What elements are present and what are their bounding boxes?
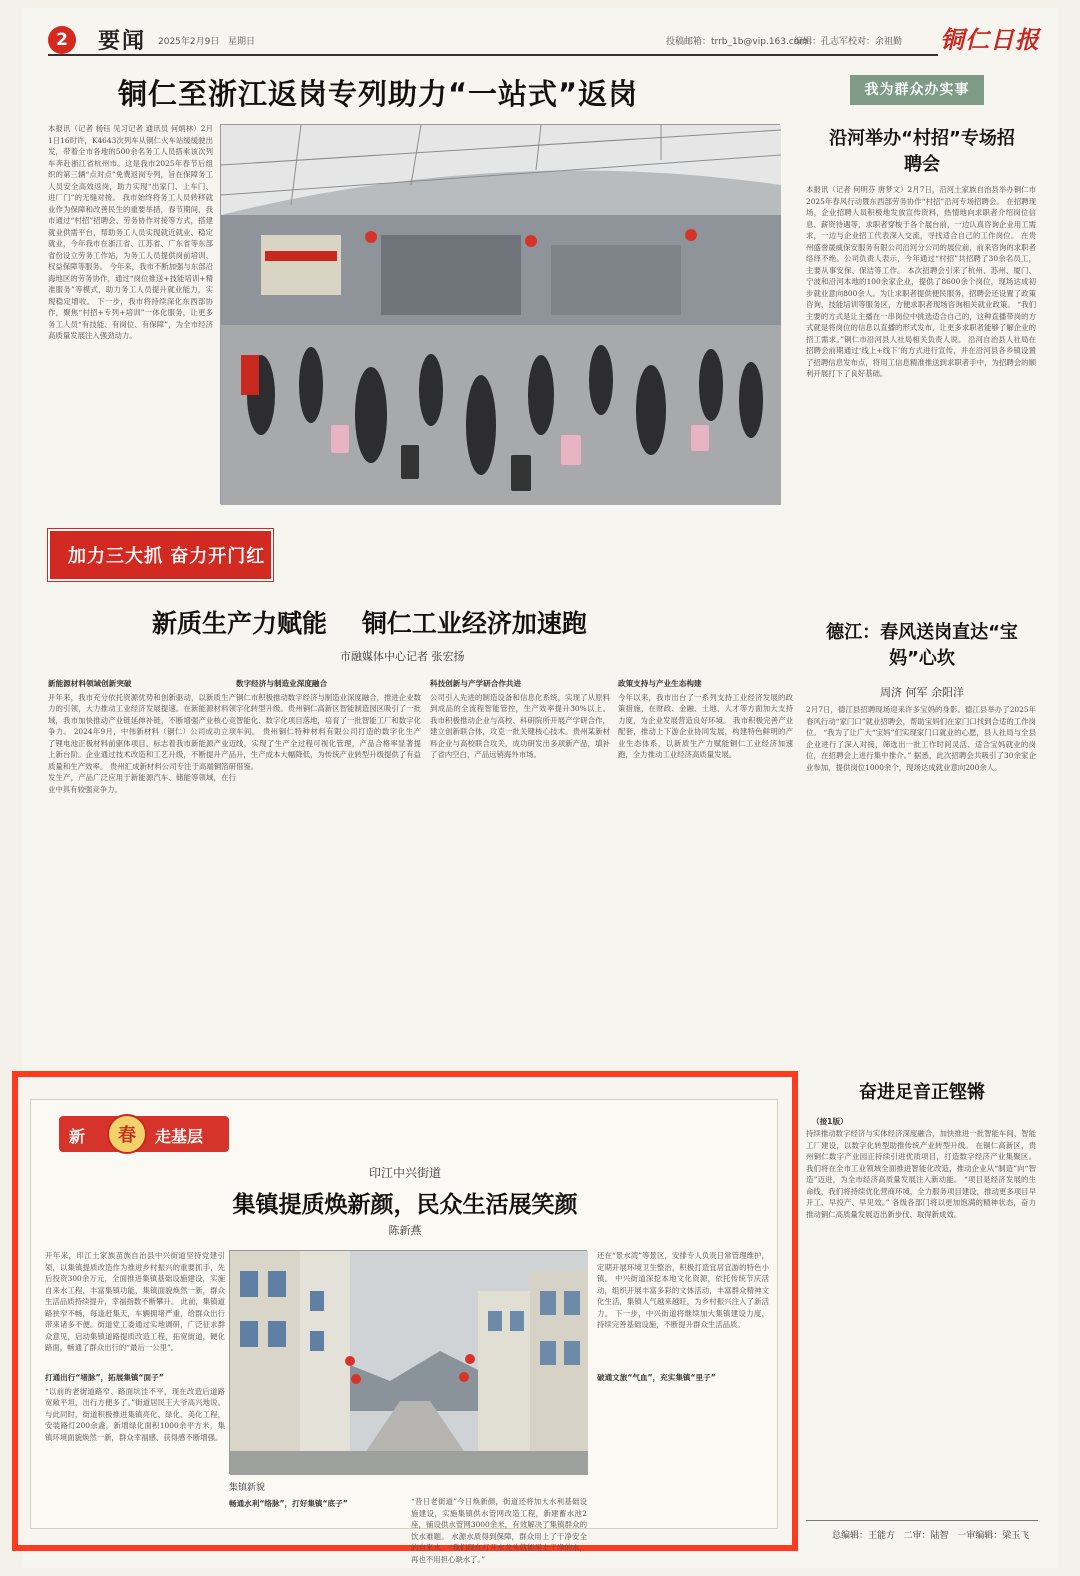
lead-headline: 铜仁至浙江返岗专列助力“一站式”返岗 xyxy=(118,77,639,111)
sidebar-story3-body: 持续推动数字经济与实体经济深度融合，加快推进一批智能车间、智能工厂建设，以数字化转型助推传统产业转型升级。 在铜仁高新区，贵州铜仁数字产业园正持续引进优质项目，打造数字经济产业集聚区。 我们将在全市工业领域全面推进智能化改造，推动企业从“制造”向“智造”迈进，为全市经济高质量发展注入新动能。 “项目是经济发展的生命线，我们将持续优化营商环境，全力服务项目建设，推动更多项目早开工、早投产、早见效。” 各级各部门将以更加饱满的精神状态，奋力推动铜仁高质量发展迈出新步伐、取得新成效。 xyxy=(806,1129,1036,1219)
feature-column-2 xyxy=(236,676,421,1016)
feature-headline: 新质生产力赋能 铜仁工业经济加速跑 xyxy=(152,609,587,638)
feature-body-3: 公司引入先进的制造设备和信息化系统，实现了从原料到成品的全流程智能管控，生产效率提升30%以上。 我市积极推动企业与高校、科研院所开展产学研合作，建立创新联合体，攻克一批关键核心技术。贵州某新材料企业与高校联合攻关，成功研发出多项新产品，填补了省内空白，产品远销海外市场。 xyxy=(430,692,610,759)
highlight-byline: 陈新燕 xyxy=(388,1224,422,1237)
sidebar-story2-body: 2月7日，德江县招聘现场迎来许多宝妈的身影。德江县举办了2025年春风行动“家门口”就业招聘会，帮助宝妈们在家门口找到合适的工作岗位。 “我为了让广大“宝妈”们实现家门口就业的心愿，县人社局与全县企业进行了深入对接，筛选出一批工作时间灵活、适合宝妈就业的岗位，在招聘会上进行集中推介。” 据悉，此次招聘会共吸引了30余家企业参加，提供岗位1000余个，现场达成就业意向200余人。 xyxy=(806,705,1036,772)
campaign-tag: 加力三大抓 奋力开门红 xyxy=(48,529,273,581)
highlight-headline: 集镇提质焕新颜，民众生活展笑颜 xyxy=(232,1192,578,1218)
proofreader-credit: 校对：余祖勤 xyxy=(848,37,903,47)
spring-tag-left: 新 xyxy=(69,1127,86,1146)
highlight-body-2: “以前的老街道路窄、路面坑洼不平，现在改造后道路宽敞平坦，出行方便多了。”街道居民王大爷高兴地说。 与此同时，街道积极推进集镇亮化、绿化、美化工程，安装路灯200余盏，新增绿化面积1000余平方米，集镇环境面貌焕然一新，群众幸福感、获得感不断增强。 xyxy=(45,1386,225,1442)
sidebar-story3-label: （接1版） xyxy=(812,1117,848,1126)
new-spring-tag xyxy=(59,1116,229,1152)
highlight-subhead-2: 破通文旅“气血”，充实集镇“里子” xyxy=(597,1373,716,1382)
sidebar-story3-title: 奋进足音正铿锵 xyxy=(859,1082,985,1103)
feature-body-2: 铜仁市积极推动数字经济与制造业深度融合，推进企业数字化转型升级。贵州铜仁高新区智能制造园区吸引了一批智能化、数字化项目落地，培育了一批智能工厂和数字化车间。 贵州铜仁特种材料有限公司打造的数字化生产线，实现了生产全过程可视化管理，产品合格率显著提升，生产成本大幅降低，为传统产业转型升级提供了有益借鉴。 xyxy=(236,692,421,771)
lead-body: 本报讯（记者 杨钰 见习记者 通讯员 何炳林）2月1日16时许，K4643次列车从铜仁火车站缓缓驶出发，带着全市各地的500余名务工人员搭乘该次列车奔赴浙江省杭州市。这是我市2025年春节后组织的第三辆“点对点”免费返岗专列，旨在保障务工人员安全高效返岗，助力实现“出家门、上车门、进厂门”的无缝对接。 我市始终将务工人员转移就业作为保障和改善民生的重要举措，春节期间，我市通过“村招”招聘会、劳务协作对接等方式，搭建就业供需平台，帮助务工人员实现就近就业、稳定就业，今年我市在浙江省、江苏省、广东省等东部省份设立劳务工作站，为务工人员提供岗前培训、权益保障等服务。 今年来，我市不断加强与东部沿海地区的劳务协作，通过“岗位推送+技能培训+精准服务”等模式，助力务工人员提升就业能力，实现稳定增收。 下一步，我市将持续深化东西部协作，聚焦“村招+专列+培训”一体化服务，让更多务工人员“有技能、有岗位、有保障”，为全市经济高质量发展注入强劲动力。 xyxy=(48,124,213,340)
highlight-body-4: “昔日老街道”今日焕新颜，街道还将加大水利基础设施建设，实施集镇供水管网改造工程，新建蓄水池2座，铺设供水管网3000余米，有效解决了集镇群众的饮水难题。 水源水质得到保障，群众用上了干净安全的自来水，“我们现在打开水龙头就能用上干净的水，再也不用担心缺水了。” xyxy=(411,1497,587,1564)
footer-credits xyxy=(832,1528,1029,1541)
feature-body-1: 开年来，我市充分依托资源优势和创新驱动，以新质生产力的引领，大力推动工业经济发展提速。在新能源材料领域，我市加快推动产业链延伸补链，不断增强产业核心竞争力。 2024年9月，中伟新材料（铜仁）公司成功立项了锂电池正极材料前驱体项目，标志着我市新能源产业迈上新台阶。企业通过技术改造和工艺升级，不断提升产品质量和生产效率。 贵州汇成新材料公司专注于高端铜箔研发生产，产品广泛应用于新能源汽车、储能等领域，在行业中具有较强竞争力。 xyxy=(48,692,236,794)
feature-byline: 市融媒体中心记者 张宏扬 xyxy=(340,650,465,663)
photo-caption: 集镇新貌 xyxy=(229,1483,266,1493)
highlight-column-1 xyxy=(45,1250,225,1520)
chief-editor-credit: 总编辑：王能方 xyxy=(832,1531,896,1541)
editor-credit: 编辑：孔志军 xyxy=(794,37,849,47)
sidebar-story1-title: 沿河举办“村招”专场招聘会 xyxy=(829,128,1015,175)
train-station-photo xyxy=(220,124,780,504)
feature-subhead-2: 数字经济与制造业深度融合 xyxy=(236,679,328,688)
town-street-photo xyxy=(229,1250,587,1474)
sidebar-story1-body: 本报讯（记者 何明芬 唐梦文）2月7日，沿河土家族自治县举办铜仁市2025年春风行动暨东西部劳务协作“村招”沿河专场招聘会。 在招聘现场，企业招聘人员积极地发放宣传资料，热情地向求职者介绍岗位信息、薪资待遇等，求职者穿梭于各个展台前，一边认真咨询企业用工需求，一边与企业招工代表深入交流，寻找适合自己的工作岗位。 在贵州盛誉晟威保安服务有限公司沿河分公司的展位前，前来咨询的求职者络绎不绝。公司负责人表示，今年通过“村招”共招聘了30余名员工，主要从事安保、保洁等工作。 本次招聘会引来了杭州、苏州、厦门、宁波和沿河本地的100余家企业，提供了8600余个岗位，现场达成初步就业意向800余人。为让求职者提供便民服务，招聘会还设置了政策咨询、技能培训等服务区，方便求职者现场咨询相关就业政策。 “我们主要的方式是让主播在一串岗位中挑选适合自己的，这种直播带岗的方式就是将岗位的信息以直播的形式发布，让更多求职者能够了解企业的招工需求。”铜仁市沿河县人社局相关负责人说。 沿河自治县人社局在招聘会前期通过‘线上+线下’的方式进行宣传，并在沿河县各乡镇设置了招聘信息发布点，将用工信息精准推送到求职者手中，为招聘会的顺利开展打下了良好基础。 xyxy=(806,185,1036,378)
spring-tag-emblem: 春 xyxy=(107,1114,147,1154)
highlighted-story-panel xyxy=(30,1099,778,1564)
town-street-illustration xyxy=(230,1251,588,1475)
feature-column-4 xyxy=(618,676,793,1016)
feature-column-3 xyxy=(430,676,610,1016)
train-station-illustration xyxy=(221,125,781,505)
sidebar-story2-byline: 周济 何军 余阳洋 xyxy=(880,686,964,699)
highlight-kicker: 印江中兴街道 xyxy=(368,1166,441,1180)
issue-date: 2025年2月9日 xyxy=(158,37,220,47)
highlighted-story-box xyxy=(12,1071,798,1564)
sidebar-story2-title: 德江：春风送岗直达“宝妈”心坎 xyxy=(826,622,1018,669)
highlight-column-3 xyxy=(597,1250,769,1520)
newspaper-masthead: 铜仁日报 xyxy=(940,25,1040,54)
second-review-credit: 二审：陆智 xyxy=(903,1531,949,1541)
sidebar-tag: 我为群众办实事 xyxy=(850,75,984,105)
newspaper-page xyxy=(22,8,1058,1568)
highlight-body-3: 还在“景水湾”等景区，安排专人负责日常管理维护，定期开展环境卫生整治，积极打造宜居宜游的特色小镇。 中兴街道深挖本地文化资源，依托传统节庆活动，组织开展丰富多彩的文体活动，丰富群众精神文化生活，集镇人气越来越旺，为乡村振兴注入了新活力。 下一步，中兴街道将继续加大集镇建设力度，持续完善基础设施，不断提升群众生活品质。 xyxy=(597,1251,769,1329)
section-name: 要闻 xyxy=(98,29,147,54)
feature-subhead-4: 政策支持与产业生态构建 xyxy=(618,679,702,688)
feature-subhead-3: 科技创新与产学研合作共进 xyxy=(430,679,522,688)
issue-weekday: 星期日 xyxy=(228,37,256,47)
header-divider xyxy=(48,54,938,56)
highlight-subhead-1: 打通出行“堵脉”，拓展集镇“面子” xyxy=(45,1373,164,1382)
footer-divider xyxy=(806,1520,1038,1521)
feature-subhead-1: 新能源材料领域创新突破 xyxy=(48,679,132,688)
highlight-body-1: 开年来，印江土家族苗族自治县中兴街道坚持党建引领，以集镇提质改造作为推进乡村振兴的重要抓手，先后投资300余万元，全面推进集镇基础设施建设，实施自来水工程，丰富集镇功能，集镇面貌焕然一新，群众生活品质持续提升，幸福指数不断攀升。 此前，集镇道路狭窄不畅，每逢赶集天，车辆拥堵严重，给群众出行带来诸多不便。街道党工委通过实地调研，广泛征求群众意见，启动集镇道路提质改造工程，拓宽街道，硬化路面，畅通了群众出行的“最后一公里”。 xyxy=(45,1251,225,1352)
submission-email: 投稿邮箱：trrb_1b@vip.163.com xyxy=(666,37,809,47)
highlight-column-2 xyxy=(229,1496,404,1532)
first-review-credit: 一审编辑：梁玉飞 xyxy=(957,1531,1030,1541)
feature-body-4: 今年以来，我市出台了一系列支持工业经济发展的政策措施，在财政、金融、土地、人才等方面加大支持力度，为企业发展营造良好环境。 我市积极完善产业配套，推动上下游企业协同发展，构建特色鲜明的产业生态体系，以新质生产力赋能铜仁工业经济加速跑，全力推动工业经济高质量发展。 xyxy=(618,692,793,759)
page-number: 2 xyxy=(48,26,76,54)
spring-tag-right: 走基层 xyxy=(155,1127,204,1146)
highlight-subhead-3: 畅通水利“络脉”，打好集镇“底子” xyxy=(229,1499,348,1508)
feature-column-1 xyxy=(48,676,236,1016)
